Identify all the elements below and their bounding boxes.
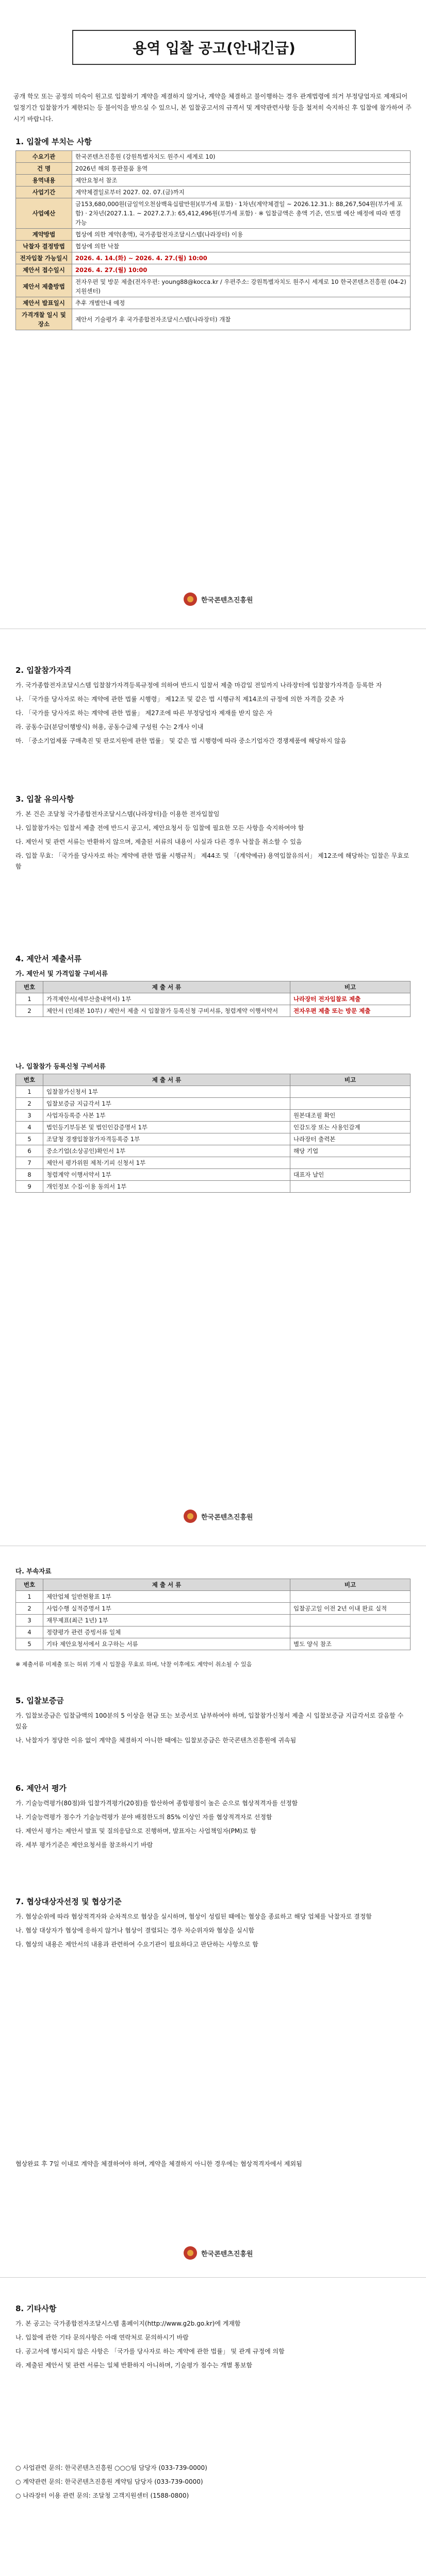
info-label: 건 명 <box>16 163 72 175</box>
table-row <box>16 1181 411 1193</box>
info-row <box>16 175 411 187</box>
info-row <box>16 276 411 297</box>
table-header: 제 출 서 류 <box>43 1074 290 1086</box>
list-item: 나. 기술능력평가 점수가 기술능력평가 분야 배점한도의 85% 이상인 자를 협상적격자로 선정함 <box>15 1814 272 1821</box>
table-cell: 3 <box>16 1110 43 1122</box>
list-item: 마. 「중소기업제품 구매촉진 및 판로지원에 관한 법률」 및 같은 법 시행령에 따라 중소기업자간 경쟁제품에 해당하지 않음 <box>15 737 347 744</box>
table-cell: 기타 제안요청서에서 요구하는 서류 <box>43 1638 290 1650</box>
section-6-heading: 6. 제안서 평가 <box>15 1784 67 1793</box>
list-item: ○ 나라장터 이용 관련 문의: 조달청 고객지원센터 (1588-0800) <box>15 2492 189 2499</box>
list-item: 나. 입찰에 관한 기타 문의사항은 아래 연락처로 문의하시기 바람 <box>15 2334 189 2341</box>
org-logo-icon <box>184 1510 197 1523</box>
org-logo-icon <box>184 592 197 606</box>
section-4-sub1: 가. 제안서 및 가격입찰 구비서류 <box>15 970 108 977</box>
table-cell: 개인정보 수집·이용 동의서 1부 <box>43 1181 290 1193</box>
table-row <box>16 1133 411 1145</box>
info-row <box>16 187 411 198</box>
info-label: 수요기관 <box>16 151 72 163</box>
org-logo-2: 한국콘텐츠진흥원 <box>184 1510 253 1523</box>
table-cell: 4 <box>16 1122 43 1133</box>
table-cell: 제안서 (인쇄본 10부) / 제안서 제출 시 입찰참가 등록신청 구비서류, 청렴계약 이행서약서 <box>43 1005 290 1017</box>
section-8-body <box>15 2318 411 2374</box>
table-row <box>16 1086 411 1098</box>
section-3-body <box>15 809 411 875</box>
list-item: ○ 계약관련 문의: 한국콘텐츠진흥원 계약팀 담당자 (033-739-0000) <box>15 2478 203 2485</box>
bid-info-table <box>15 150 411 330</box>
table-cell: 1 <box>16 993 43 1005</box>
table-row <box>16 1615 411 1626</box>
section-4-heading: 4. 제안서 제출서류 <box>15 954 82 963</box>
info-label: 사업예산 <box>16 198 72 229</box>
info-value: 2026년 해외 통관물품 용역 <box>72 163 411 175</box>
table-cell: 2 <box>16 1098 43 1110</box>
table-cell: 입찰보증금 지급각서 1부 <box>43 1098 290 1110</box>
section-3-heading: 3. 입찰 유의사항 <box>15 794 74 804</box>
table-cell: 나라장터 출력본 <box>290 1133 411 1145</box>
section-1-heading: 1. 입찰에 부치는 사항 <box>15 137 92 146</box>
table-row <box>16 1603 411 1615</box>
table-cell: 1 <box>16 1591 43 1603</box>
list-item: 나. 「국가를 당사자로 하는 계약에 관한 법률 시행령」 제12조 및 같은 법 시행규칙 제14조의 규정에 의한 자격을 갖춘 자 <box>15 696 345 703</box>
table-row <box>16 1626 411 1638</box>
info-row <box>16 241 411 252</box>
section-8-heading: 8. 기타사항 <box>15 2304 57 2313</box>
org-logo: 한국콘텐츠진흥원 <box>184 592 253 606</box>
table-row <box>16 1005 411 1017</box>
org-logo-icon <box>184 2246 197 2260</box>
section-4-sub2: 나. 입찰참가 등록신청 구비서류 <box>15 1062 106 1070</box>
info-row <box>16 151 411 163</box>
list-item: 다. 공고서에 명시되지 않은 사항은 「국가를 당사자로 하는 계약에 관한 법률」 및 관계 규정에 의함 <box>15 2348 285 2355</box>
section-2-body <box>15 680 411 750</box>
info-label: 제안서 발표일시 <box>16 297 72 309</box>
list-item: 나. 협상 대상자가 협상에 응하지 않거나 협상이 결렬되는 경우 차순위자와 협상을 실시함 <box>15 1927 255 1934</box>
table-cell: 별도 양식 참조 <box>290 1638 411 1650</box>
table-cell <box>290 1086 411 1098</box>
table-cell: 조달청 경쟁입찰참가자격등록증 1부 <box>43 1133 290 1145</box>
list-item: 가. 협상순위에 따라 협상적격자와 순차적으로 협상을 실시하며, 협상이 성립된 때에는 협상을 종료하고 해당 업체를 낙찰자로 결정함 <box>15 1913 372 1920</box>
table-cell: 5 <box>16 1133 43 1145</box>
info-value: 제안서 기술평가 후 국가종합전자조달시스템(나라장터) 개찰 <box>72 309 411 330</box>
table-cell: 제안업체 일반현황표 1부 <box>43 1591 290 1603</box>
table-cell: 재무제표(최근 1년) 1부 <box>43 1615 290 1626</box>
section-5-heading: 5. 입찰보증금 <box>15 1696 64 1705</box>
table-cell: 해당 기업 <box>290 1145 411 1157</box>
list-item: 다. 제안서 및 관련 서류는 반환하지 않으며, 제출된 서류의 내용이 사실과 다른 경우 낙찰을 취소할 수 있음 <box>15 838 302 845</box>
list-item: 다. 협상의 내용은 제안서의 내용과 관련하여 수요기관이 필요하다고 판단하는 사항으로 함 <box>15 1941 258 1948</box>
table-cell <box>290 1098 411 1110</box>
info-label: 가격개찰 일시 및 장소 <box>16 309 72 330</box>
table-header: 제 출 서 류 <box>43 981 290 993</box>
table-header: 비고 <box>290 1579 411 1591</box>
list-item: 가. 국가종합전자조달시스템 입찰참가자격등록규정에 의하여 반드시 입찰서 제출 마감일 전일까지 나라장터에 입찰참가자격을 등록한 자 <box>15 682 382 689</box>
table-cell: 1 <box>16 1086 43 1098</box>
table-cell: 7 <box>16 1157 43 1169</box>
info-label: 제안서 제출방법 <box>16 276 72 297</box>
page-divider <box>0 2277 426 2278</box>
table-row <box>16 1145 411 1157</box>
table-cell <box>290 1591 411 1603</box>
table-header: 비고 <box>290 981 411 993</box>
table-row <box>16 1169 411 1181</box>
attachment-docs-table <box>15 1579 411 1650</box>
list-item: 나. 입찰참가자는 입찰서 제출 전에 반드시 공고서, 제안요청서 등 입찰에 필요한 모든 사항을 숙지하여야 함 <box>15 824 304 832</box>
intro-text: 공개 학모 또는 공정의 미숙이 원고로 입찰하기 계약을 제결하지 않거나, 계약을 체결하고 불이행하는 경우 관계법령에 의거 부정당업자로 제재되어 일정기간 입찰참가가 제한되는 등 불이익을 받으실 수 있으니, 본 입찰공고서의 규격서 및 계약관련사항 등을 철저히 숙지하신 후 입찰에 참가하여 주시기 바랍니다. <box>13 93 412 123</box>
table-cell: 2 <box>16 1005 43 1017</box>
section-6-body <box>15 1798 411 1854</box>
table-cell: 입찰참가신청서 1부 <box>43 1086 290 1098</box>
section-7-body <box>15 1911 411 1953</box>
table-cell <box>290 1181 411 1193</box>
table-cell: 4 <box>16 1626 43 1638</box>
list-item: ○ 사업관련 문의: 한국콘텐츠진흥원 ○○○팀 담당자 (033-739-0000) <box>15 2464 207 2471</box>
list-item: 라. 공동수급(분담이행방식) 허용, 공동수급체 구성원 수는 2개사 이내 <box>15 723 204 731</box>
table-cell: 정량평가 관련 증빙서류 일체 <box>43 1626 290 1638</box>
table-cell: 제안서 평가위원 제척·기피 신청서 1부 <box>43 1157 290 1169</box>
list-item: 라. 입찰 무효: 「국가를 당사자로 하는 계약에 관한 법률 시행규칙」 제44조 및 「(계약예규) 용역입찰유의서」 제12조에 해당하는 입찰은 무효로 함 <box>15 852 409 870</box>
table-header: 번호 <box>16 1074 43 1086</box>
info-value: 협상에 의한 계약(총액), 국가종합전자조달시스템(나라장터) 이용 <box>72 229 411 241</box>
section-7-footnote: 협상완료 후 7일 이내로 계약을 체결하여야 하며, 계약을 체결하지 아니한 경우에는 협상적격자에서 제외됨 <box>15 2160 302 2167</box>
info-label: 계약방법 <box>16 229 72 241</box>
info-label: 제안서 접수일시 <box>16 264 72 276</box>
list-item: 가. 기술능력평가(80점)와 입찰가격평가(20점)를 합산하여 종합평점이 높은 순으로 협상적격자를 선정함 <box>15 1800 298 1807</box>
table-header: 번호 <box>16 1579 43 1591</box>
contact-list <box>15 2463 411 2504</box>
table-row <box>16 1110 411 1122</box>
table-cell: 9 <box>16 1181 43 1193</box>
table-cell: 인감도장 또는 사용인감계 <box>290 1122 411 1133</box>
table-row <box>16 1098 411 1110</box>
table-cell: 가격제안서(세부산출내역서) 1부 <box>43 993 290 1005</box>
table-cell: 사업수행 실적증명서 1부 <box>43 1603 290 1615</box>
info-row <box>16 309 411 330</box>
list-item: 가. 본 건은 조달청 국가종합전자조달시스템(나라장터)을 이용한 전자입찰임 <box>15 810 220 818</box>
info-row <box>16 264 411 276</box>
table-row <box>16 1157 411 1169</box>
table-row <box>16 1638 411 1650</box>
table-row <box>16 993 411 1005</box>
table-cell: 전자우편 제출 또는 방문 제출 <box>290 1005 411 1017</box>
list-item: 가. 입찰보증금은 입찰금액의 100분의 5 이상을 현금 또는 보증서로 납부하여야 하며, 입찰참가신청서 제출 시 입찰보증금 지급각서로 갈음할 수 있음 <box>15 1712 404 1730</box>
table-cell <box>290 1615 411 1626</box>
org-logo-3: 한국콘텐츠진흥원 <box>184 2246 253 2260</box>
list-item: 다. 제안서 평가는 제안서 발표 및 질의응답으로 진행하며, 발표자는 사업책임자(PM)로 함 <box>15 1827 256 1835</box>
list-item: 라. 세부 평가기준은 제안요청서를 참조하시기 바람 <box>15 1841 153 1849</box>
table-header: 제 출 서 류 <box>43 1579 290 1591</box>
section-5-body <box>15 1710 411 1749</box>
info-label: 사업기간 <box>16 187 72 198</box>
table-header: 비고 <box>290 1074 411 1086</box>
info-row <box>16 297 411 309</box>
table-cell: 청렴계약 이행서약서 1부 <box>43 1169 290 1181</box>
list-item: 라. 제출된 제안서 및 관련 서류는 일체 반환하지 아니하며, 기술평가 점수는 개별 통보함 <box>15 2362 253 2369</box>
table-header: 번호 <box>16 981 43 993</box>
table-cell: 대표자 날인 <box>290 1169 411 1181</box>
list-item: 다. 「국가를 당사자로 하는 계약에 관한 법률」 제27조에 따른 부정당업자 제재를 받지 않은 자 <box>15 709 273 717</box>
table-cell: 나라장터 전자입찰로 제출 <box>290 993 411 1005</box>
info-value: 금153,680,000원(금일억오천삼백육십팔만원)(부가세 포함) · 1차년(계약체결일 ~ 2026.12.31.): 88,267,504원(부가세 포함) · 2차년(2027.1.1. ~ 2027.2.7.): 65,412,496원(부가세 포함) · ※ 입찰금액은 총액 기준, 연도별 예산 배정에 따라 변경 가능 <box>72 198 411 229</box>
table-cell: 사업자등록증 사본 1부 <box>43 1110 290 1122</box>
section-7-heading: 7. 협상대상자선정 및 협상기준 <box>15 1897 122 1906</box>
page-title: 용역 입찰 공고(안내긴급) <box>72 30 356 65</box>
info-row <box>16 163 411 175</box>
info-value: 2026. 4. 27.(월) 10:00 <box>72 264 411 276</box>
table-row <box>16 1122 411 1133</box>
section-4-sub3: 다. 부속자료 <box>15 1567 52 1575</box>
table-cell: 3 <box>16 1615 43 1626</box>
table-cell <box>290 1157 411 1169</box>
list-item: 나. 낙찰자가 정당한 이유 없이 계약을 체결하지 아니한 때에는 입찰보증금은 한국콘텐츠진흥원에 귀속됨 <box>15 1737 297 1744</box>
section-4-note: ※ 제출서류 미제출 또는 허위 기재 시 입찰을 무효로 하며, 낙찰 이후에도 계약이 취소될 수 있음 <box>15 1661 252 1668</box>
registration-docs-table <box>15 1074 411 1193</box>
info-value: 추후 개별안내 예정 <box>72 297 411 309</box>
info-value: 계약체결일로부터 2027. 02. 07.(금)까지 <box>72 187 411 198</box>
info-row <box>16 229 411 241</box>
proposal-docs-table <box>15 981 411 1017</box>
info-value: 협상에 의한 낙찰 <box>72 241 411 252</box>
info-label: 전자입찰 가능일시 <box>16 252 72 264</box>
info-value: 제안요청서 참조 <box>72 175 411 187</box>
table-cell: 입찰공고일 이전 2년 이내 완료 실적 <box>290 1603 411 1615</box>
table-cell <box>290 1626 411 1638</box>
info-label: 용역내용 <box>16 175 72 187</box>
table-cell: 중소기업(소상공인)확인서 1부 <box>43 1145 290 1157</box>
section-2-heading: 2. 입찰참가자격 <box>15 666 72 675</box>
table-cell: 법인등기부등본 및 법인인감증명서 1부 <box>43 1122 290 1133</box>
list-item: 가. 본 공고는 국가종합전자조달시스템 홈페이지(http://www.g2b.go.kr)에 게재함 <box>15 2320 241 2327</box>
info-label: 낙찰자 결정방법 <box>16 241 72 252</box>
info-row <box>16 252 411 264</box>
table-row <box>16 1591 411 1603</box>
info-value: 전자우편 및 방문 제출(전자우편: young88@kocca.kr / 우편주소: 강원특별자치도 원주시 세계로 10 한국콘텐츠진흥원 (04-2) 지원센터) <box>72 276 411 297</box>
table-cell: 6 <box>16 1145 43 1157</box>
table-cell: 2 <box>16 1603 43 1615</box>
info-value: 2026. 4. 14.(화) ~ 2026. 4. 27.(월) 10:00 <box>72 252 411 264</box>
table-cell: 8 <box>16 1169 43 1181</box>
table-cell: 5 <box>16 1638 43 1650</box>
table-cell: 원본대조필 확인 <box>290 1110 411 1122</box>
info-value: 한국콘텐츠진흥원 (강원특별자치도 원주시 세계로 10) <box>72 151 411 163</box>
info-row <box>16 198 411 229</box>
